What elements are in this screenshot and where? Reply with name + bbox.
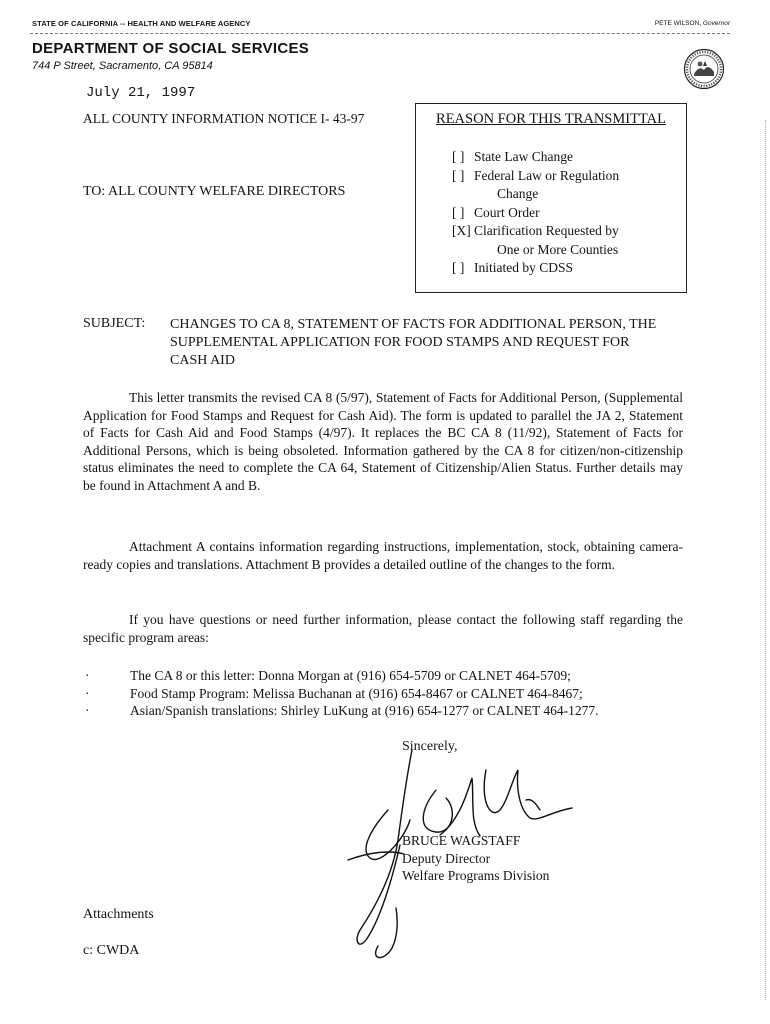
transmittal-reason-list [452, 148, 619, 278]
reason-checkbox-checked: [X] [452, 223, 471, 238]
paragraph-text: This letter transmits the revised CA 8 (5/97), Statement of Facts for Additional Person, (Supplemental Application for Food Stamps and Request for Cash Aid). The form is updated to parallel the JA 2, Statement of Facts for Cash Aid and Food Stamps (4/97). It replaces the BC CA 8 (11/92), Statement of Facts for Additional Persons, which is being obsoleted. Information gathered by the CA 8 for citizen/non-citizenship status eliminates the need to complete the CA 64, Statement of Citizenship/Alien Status. Further details may be found in Attachment A and B. [83, 390, 683, 493]
letterhead-rule [30, 33, 730, 34]
reason-label: Court Order [474, 204, 540, 220]
attachments-note: Attachments [83, 907, 154, 922]
transmittal-reason-box [415, 103, 687, 293]
department-address: 744 P Street, Sacramento, CA 95814 [32, 60, 213, 72]
subject-label: SUBJECT: [83, 316, 146, 331]
governor-name: PETE WILSON, [654, 20, 702, 27]
reason-checkbox: [ ] [452, 260, 465, 275]
state-seal-icon [683, 48, 725, 90]
transmittal-reason-title: REASON FOR THIS TRANSMITTAL [436, 111, 666, 127]
signer-title: Deputy Director [402, 851, 491, 866]
reason-label: Clarification Requested by [474, 223, 619, 238]
body-paragraph-3 [83, 611, 683, 646]
reason-label: Initiated by CDSS [474, 260, 574, 275]
reason-item-court-order [452, 204, 619, 223]
reason-item-cdss [452, 259, 619, 278]
reason-label: Federal Law or Regulation [474, 167, 620, 183]
body-paragraph-2 [83, 538, 683, 573]
contact-item: · Food Stamp Program: Melissa Buchanan at (916) 654-8467 or CALNET 464-8467; [85, 685, 598, 703]
agency-header: STATE OF CALIFORNIA -- HEALTH AND WELFARE AGENCY [32, 19, 251, 28]
cc-line: c: CWDA [83, 943, 140, 958]
letter-date: July 21, 1997 [86, 85, 196, 101]
notice-number: ALL COUNTY INFORMATION NOTICE I- 43-97 [83, 111, 365, 126]
subject-text: CHANGES TO CA 8, STATEMENT OF FACTS FOR ADDITIONAL PERSON, THE SUPPLEMENTAL APPLICATION FOR FOOD STAMPS AND REQUEST FOR CASH AID [170, 317, 657, 368]
department-name: DEPARTMENT OF SOCIAL SERVICES [32, 40, 310, 57]
reason-checkbox: [ ] [452, 149, 465, 164]
contact-list [85, 667, 598, 720]
reason-label: State Law Change [474, 149, 573, 164]
addressee-line: TO: ALL COUNTY WELFARE DIRECTORS [83, 184, 346, 199]
reason-label-continued: Change [497, 186, 539, 201]
contact-item: · The CA 8 or this letter: Donna Morgan at (916) 654-5709 or CALNET 464-5709; [85, 667, 598, 685]
reason-item-state-law [452, 148, 619, 167]
governor-line [655, 20, 730, 27]
reason-item-clarification [452, 222, 619, 259]
body-paragraph-1 [83, 389, 683, 495]
reason-label-continued: One or More Counties [497, 241, 619, 257]
reason-checkbox: [ ] [452, 204, 465, 220]
scan-edge-marks [765, 120, 767, 1000]
signer-division: Welfare Programs Division [402, 868, 550, 883]
reason-item-federal-law [452, 167, 619, 204]
governor-title: Governor [702, 20, 730, 27]
contact-item: · Asian/Spanish translations: Shirley LuKung at (916) 654-1277 or CALNET 464-1277. [85, 702, 598, 720]
closing-salutation: Sincerely, [402, 739, 458, 754]
paragraph-text: Attachment A contains information regarding instructions, implementation, stock, obtaining camera-ready copies and translations. Attachment B provides a detailed outline of the changes to the form. [83, 539, 683, 572]
paragraph-text: If you have questions or need further information, please contact the following staff regarding the specific program areas: [83, 612, 683, 645]
signer-name: BRUCE WAGSTAFF [402, 833, 521, 848]
reason-checkbox: [ ] [452, 167, 465, 183]
